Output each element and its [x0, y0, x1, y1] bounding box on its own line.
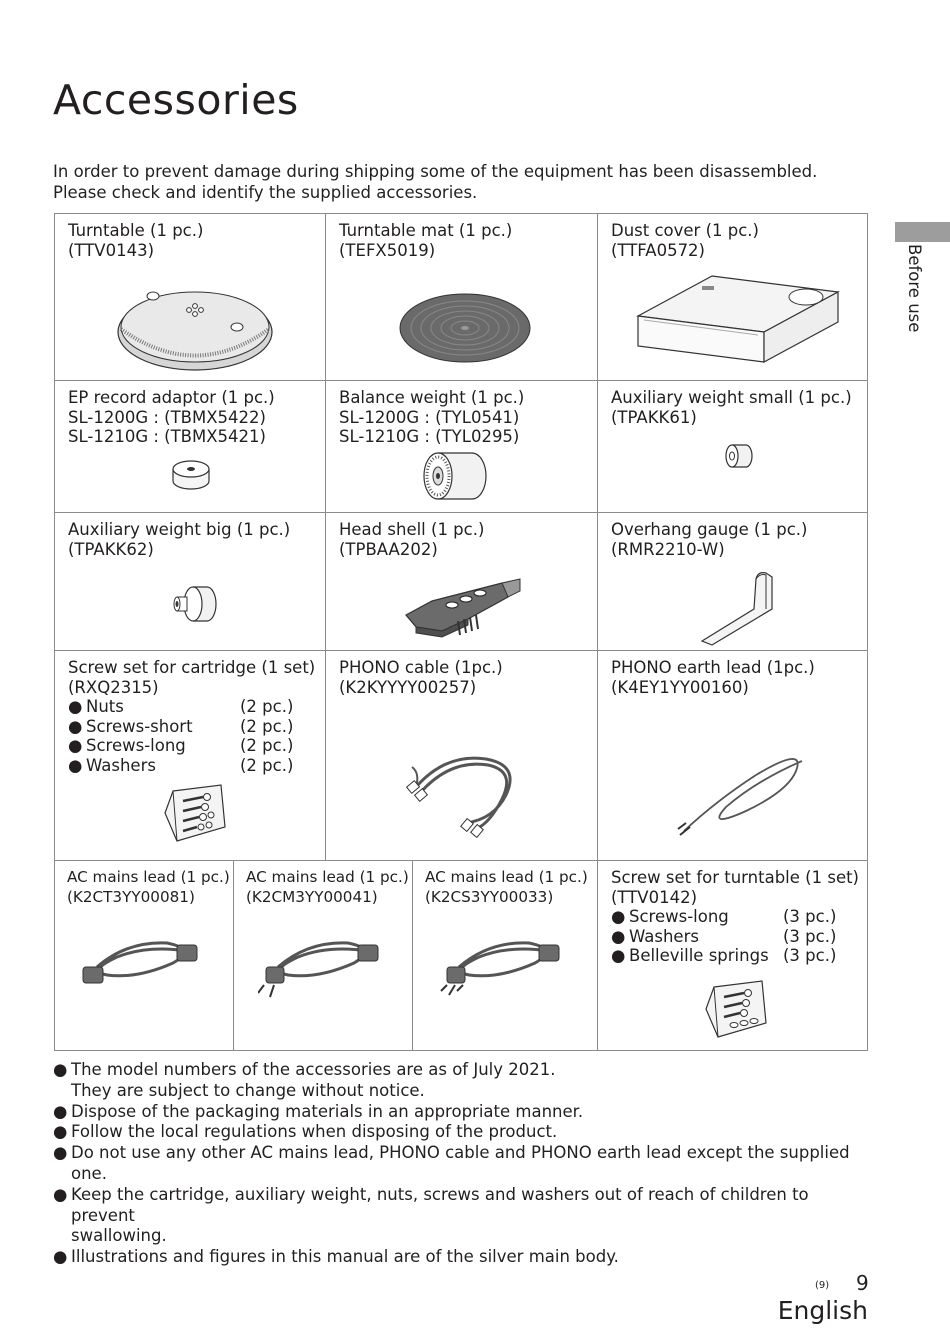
note-text: The model numbers of the accessories are as of July 2021. They are subject to change without notice.: [71, 1060, 556, 1100]
item-name: Overhang gauge (1 pc.): [611, 520, 808, 539]
item-quantity: (2 pc.): [240, 697, 294, 716]
bullet: ●: [611, 946, 626, 965]
ac-lead-icon: [77, 927, 201, 997]
bullet: ●: [611, 926, 626, 946]
item-code: (TPAKK61): [611, 407, 697, 427]
earth-lead-icon: [676, 751, 812, 841]
section-tab-label: Before use: [905, 244, 924, 333]
item-name: Screw set for cartridge (1 set): [68, 658, 316, 677]
item-code: SL-1200G : (TYL0541): [339, 407, 520, 427]
note-text: Follow the local regulations when disposing of the product.: [71, 1122, 558, 1142]
item-quantity: (3 pc.): [783, 926, 837, 946]
cell-dust-cover: [598, 214, 868, 381]
page-number: 9: [856, 1271, 869, 1295]
item-code: (TEFX5019): [339, 240, 436, 260]
bullet: ●: [68, 736, 83, 755]
ep-adaptor-icon: [171, 459, 211, 491]
item-name: AC mains lead (1 pc.): [425, 868, 588, 886]
aux-weight-big-icon: [173, 585, 219, 623]
item-quantity: (3 pc.): [783, 907, 837, 926]
note-text: Keep the cartridge, auxiliary weight, nuts, screws and washers out of reach of children to prevent swallowing.: [71, 1184, 809, 1246]
head-shell-icon: [402, 575, 522, 641]
accessories-table: [54, 213, 868, 1051]
ac-lead-icon: [439, 927, 563, 1001]
item-code: (K2CS3YY00033): [425, 887, 554, 906]
bullet: ●: [53, 1060, 68, 1079]
screw-bag-icon: [163, 783, 227, 845]
dust-cover-icon: [636, 274, 842, 370]
item-code: (TPAKK62): [68, 539, 154, 559]
overhang-gauge-icon: [698, 569, 782, 647]
item-code: (RXQ2315): [68, 677, 159, 697]
item-name: Head shell (1 pc.): [339, 520, 485, 539]
list-item: [611, 927, 868, 947]
item-code: SL-1210G : (TYL0295): [339, 427, 520, 446]
bullet: ●: [53, 1184, 68, 1204]
cell-overhang-gauge: [598, 513, 868, 651]
item-label: Screws-long: [629, 907, 729, 926]
aux-weight-small-icon: [722, 443, 754, 469]
item-code: (TPBAA202): [339, 539, 438, 559]
item-name: AC mains lead (1 pc.): [67, 868, 230, 886]
item-quantity: (2 pc.): [240, 755, 294, 775]
item-code: (RMR2210-W): [611, 539, 725, 559]
cell-phono-earth-lead: [598, 651, 868, 861]
list-item: [53, 1102, 873, 1123]
list-item: [53, 1247, 873, 1268]
item-label: Washers: [629, 926, 699, 946]
item-name: Screw set for turntable (1 set): [611, 868, 859, 887]
item-label: Screws-short: [86, 716, 193, 736]
item-code: (K2KYYYY00257): [339, 677, 477, 697]
item-code: SL-1210G : (TBMX5421): [68, 427, 266, 446]
list-item: [68, 736, 325, 756]
item-code: (TTV0142): [611, 887, 698, 907]
bullet: ●: [53, 1247, 68, 1267]
cell-ep-adaptor: [55, 381, 326, 513]
list-item: [611, 946, 868, 966]
cell-phono-cable: [326, 651, 598, 861]
item-quantity: (2 pc.): [240, 736, 294, 755]
item-name: Auxiliary weight big (1 pc.): [68, 520, 291, 539]
cell-aux-weight-big: [55, 513, 326, 651]
intro-line: Please check and identify the supplied accessories.: [53, 183, 478, 202]
bullet: ●: [53, 1122, 68, 1142]
item-quantity: (3 pc.): [783, 946, 837, 965]
balance-weight-icon: [422, 449, 488, 503]
cell-turntable-mat: [326, 214, 598, 381]
item-name: Dust cover (1 pc.): [611, 221, 759, 240]
intro-text: [53, 161, 817, 203]
bullet: ●: [68, 755, 83, 775]
list-item: [68, 756, 325, 776]
item-name: Turntable (1 pc.): [68, 221, 204, 240]
list-item: [53, 1122, 873, 1143]
item-name: Balance weight (1 pc.): [339, 388, 525, 407]
intro-line: In order to prevent damage during shipping some of the equipment has been disassembled.: [53, 162, 818, 181]
cell-screw-set-cartridge: [55, 651, 326, 861]
item-name: AC mains lead (1 pc.): [246, 868, 409, 886]
item-name: Auxiliary weight small (1 pc.): [611, 388, 852, 407]
item-code: (TTV0143): [68, 240, 155, 260]
item-name: PHONO earth lead (1pc.): [611, 658, 815, 677]
cell-ac-mains-lead-2: [234, 861, 413, 1051]
item-label: Washers: [86, 755, 156, 775]
note-text: Do not use any other AC mains lead, PHONO cable and PHONO earth lead except the supplied one.: [71, 1143, 850, 1183]
note-text: Dispose of the packaging materials in an appropriate manner.: [71, 1101, 584, 1121]
section-tab-marker: [895, 222, 950, 242]
item-name: Turntable mat (1 pc.): [339, 221, 513, 240]
bullet: ●: [611, 907, 626, 926]
item-code: (K2CM3YY00041): [246, 887, 378, 906]
item-label: Nuts: [86, 697, 124, 716]
item-code: (K4EY1YY00160): [611, 677, 749, 697]
item-quantity: (2 pc.): [240, 716, 294, 736]
bullet: ●: [68, 697, 83, 716]
list-item: [53, 1143, 873, 1185]
bullet: ●: [68, 716, 83, 736]
turntable-mat-icon: [398, 292, 532, 364]
note-text: Illustrations and figures in this manual are of the silver main body.: [71, 1247, 619, 1267]
page-title: Accessories: [53, 76, 299, 124]
item-code: SL-1200G : (TBMX5422): [68, 407, 266, 427]
bullet: ●: [53, 1143, 68, 1163]
cell-turntable: [55, 214, 326, 381]
list-item: [53, 1060, 873, 1102]
item-label: Screws-long: [86, 736, 186, 755]
turntable-platter-icon: [115, 282, 275, 372]
list-item: [611, 907, 868, 927]
list-item: [68, 717, 325, 737]
cell-head-shell: [326, 513, 598, 651]
cell-ac-mains-lead-1: [55, 861, 234, 1051]
bullet: ●: [53, 1101, 68, 1121]
item-code: (TTFA0572): [611, 240, 705, 260]
language-label: English: [777, 1296, 868, 1325]
page-reference: (9): [815, 1280, 830, 1291]
item-name: PHONO cable (1pc.): [339, 658, 503, 677]
cell-balance-weight: [326, 381, 598, 513]
list-item: [53, 1185, 873, 1247]
cell-aux-weight-small: [598, 381, 868, 513]
notes-list: [53, 1060, 873, 1268]
screw-bag-icon: [704, 979, 768, 1041]
cell-screw-set-turntable: [598, 861, 868, 1051]
ac-lead-icon: [258, 927, 382, 1001]
item-name: EP record adaptor (1 pc.): [68, 388, 275, 407]
item-code: (K2CT3YY00081): [67, 887, 195, 906]
list-item: [68, 697, 325, 717]
phono-cable-icon: [406, 743, 526, 839]
item-label: Belleville springs: [629, 946, 769, 965]
cell-ac-mains-lead-3: [413, 861, 598, 1051]
